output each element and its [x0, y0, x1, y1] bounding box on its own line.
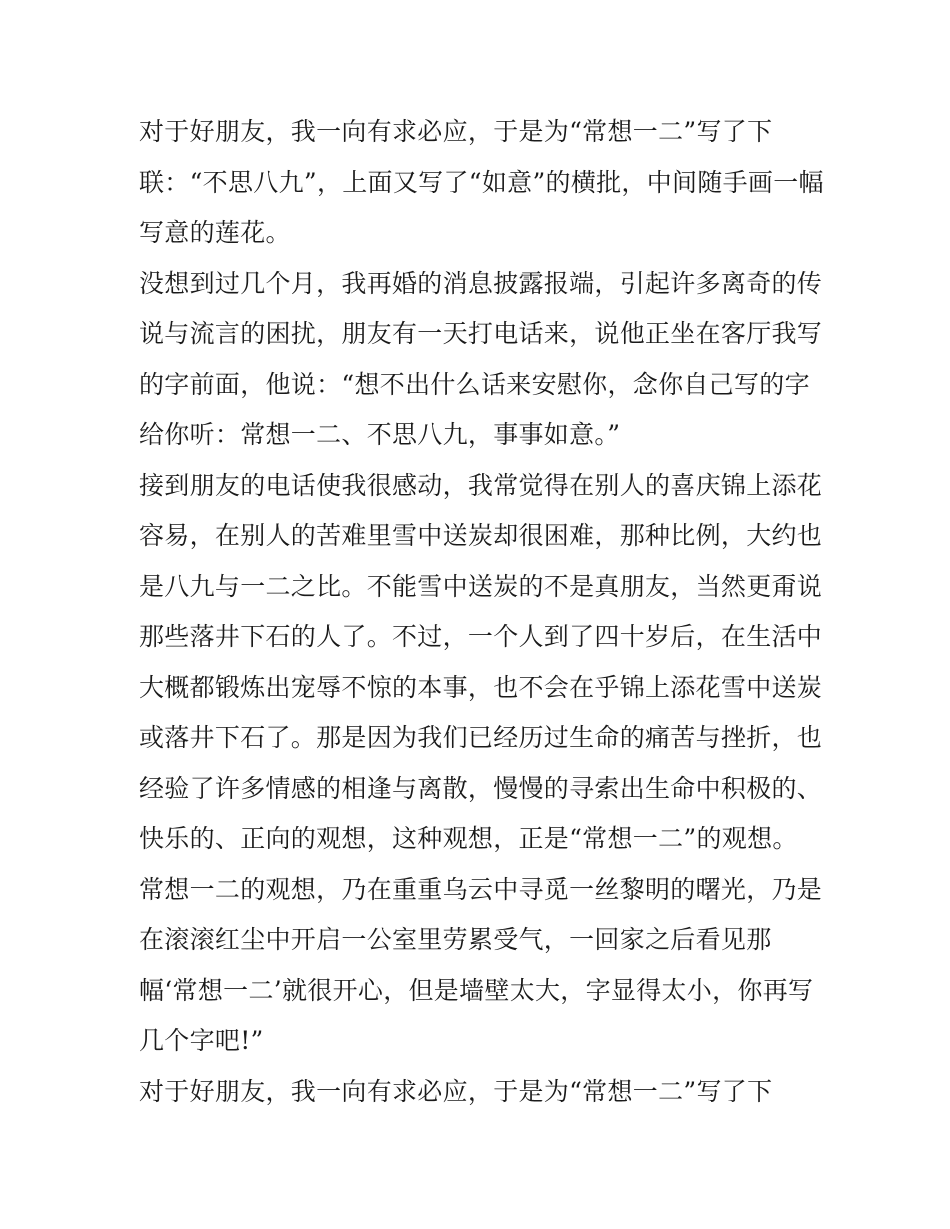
text-line: 说与流言的困扰，朋友有一天打电话来，说他正坐在客厅我写: [139, 319, 823, 348]
text-line: 接到朋友的电话使我很感动，我常觉得在别人的喜庆锦上添花: [139, 470, 823, 500]
text-line: 对于好朋友，我一向有求必应，于是为“常想一二”写了下: [139, 1076, 773, 1106]
text-line: 经验了许多情感的相逢与离散，慢慢的寻索出生命中积极的、: [139, 773, 823, 803]
text-line: 是八九与一二之比。不能雪中送炭的不是真朋友，当然更甭说: [139, 571, 823, 601]
text-line: 对于好朋友，我一向有求必应，于是为“常想一二”写了下: [139, 117, 773, 146]
text-line: 在滚滚红尘中开启一公室里劳累受气，一回家之后看见那: [139, 925, 772, 954]
text-line: 的字前面，他说：“想不出什么话来安慰你，念你自己写的字: [139, 369, 810, 399]
text-line: 快乐的、正向的观想，这种观想，正是“常想一二”的观想。: [139, 824, 798, 853]
text-line: 大概都锻炼出宠辱不惊的本事，也不会在乎锦上添花雪中送炭: [139, 672, 823, 702]
text-line: 常想一二的观想，乃在重重乌云中寻觅一丝黎明的曙光，乃是: [139, 874, 823, 904]
text-line: 或落井下石了。那是因为我们已经历过生命的痛苦与挫折，也: [139, 723, 823, 752]
text-line: 没想到过几个月，我再婚的消息披露报端，引起许多离奇的传: [139, 268, 823, 298]
text-line: 几个字吧!”: [139, 1026, 264, 1055]
document-body: [139, 107, 829, 1117]
text-line: 联：“不思八九”，上面又写了“如意”的横批，中间随手画一幅: [139, 167, 824, 197]
text-line: 那些落井下石的人了。不过，一个人到了四十岁后，在生活中: [139, 622, 823, 651]
text-line: 容易，在别人的苦难里雪中送炭却很困难，那种比例，大约也: [139, 521, 823, 550]
text-line: 幅‘常想一二’就很开心，但是墙壁太大，字显得太小，你再写: [139, 975, 814, 1005]
text-line: 给你听：常想一二、不思八九，事事如意。”: [139, 420, 621, 449]
text-line: 写意的莲花。: [139, 218, 291, 247]
